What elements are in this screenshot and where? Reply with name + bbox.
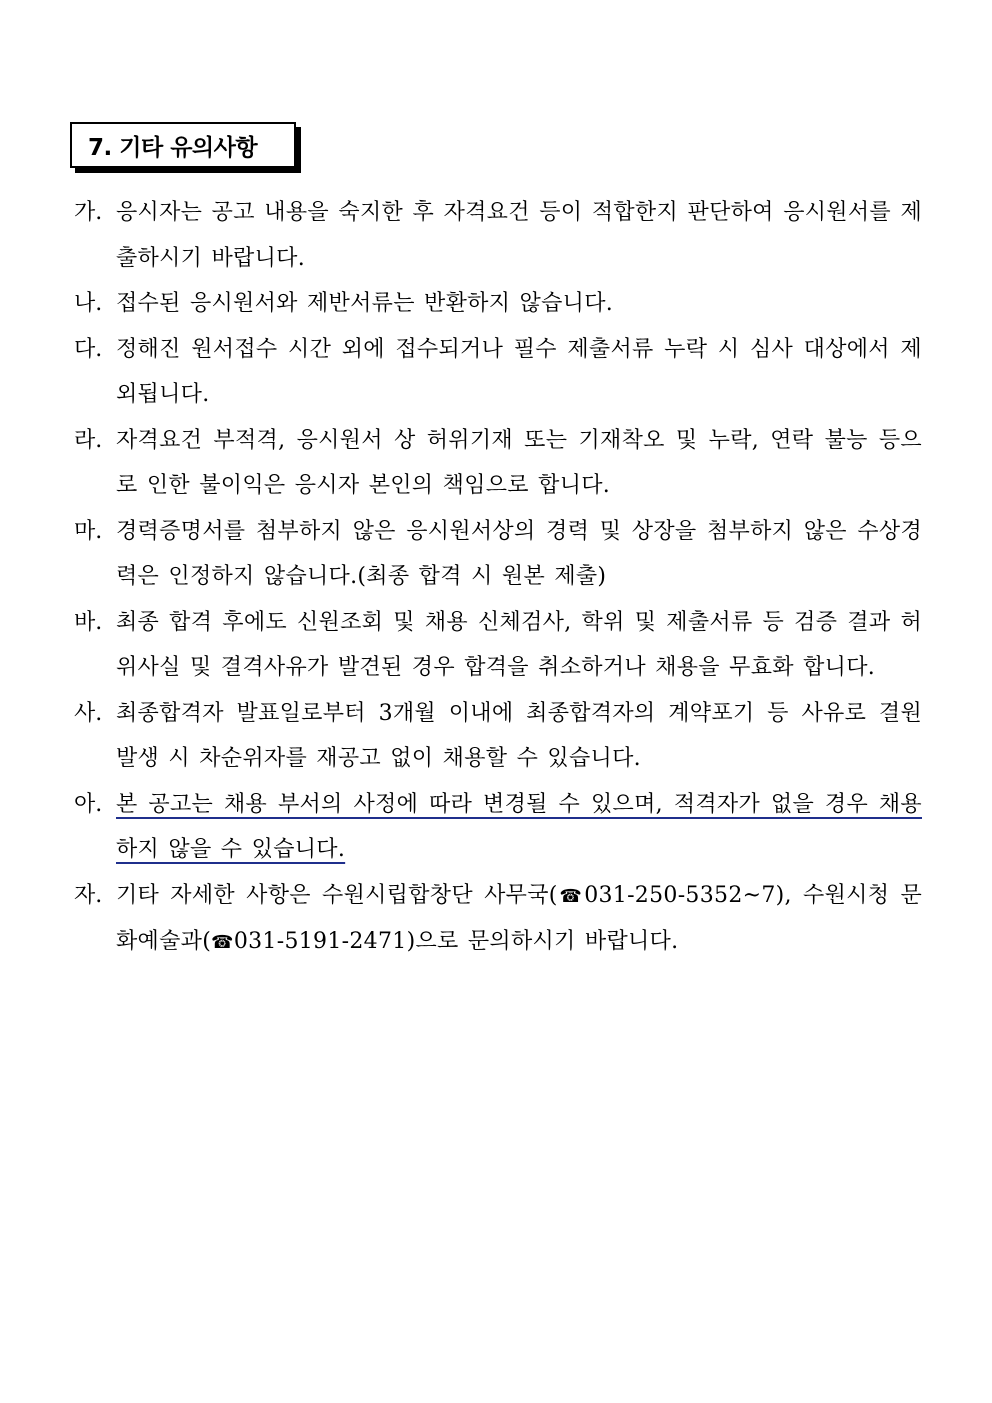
telephone-icon: ☎: [211, 932, 234, 953]
note-marker: 가.: [74, 200, 103, 225]
contact-text-part1: 기타 자세한 사항은 수원시립합창단 사무국(: [116, 882, 558, 908]
note-text: 접수된 응시원서와 제반서류는 반환하지 않습니다.: [116, 291, 614, 316]
note-marker: 마.: [74, 518, 103, 544]
note-item-a: [74, 782, 922, 873]
note-marker: 라.: [74, 427, 103, 453]
note-text-underlined: 본 공고는 채용 부서의 사정에 따라 변경될 수 있으며, 적격자가 없을 경우 채용하지 않을 수 있습니다.: [116, 791, 922, 862]
note-text: 정해진 원서접수 시간 외에 접수되거나 필수 제출서류 누락 시 심사 대상에서 제외됩니다.: [116, 336, 922, 407]
note-item-na: [74, 281, 922, 327]
note-marker: 다.: [74, 336, 103, 362]
note-marker: 자.: [74, 882, 103, 908]
telephone-icon: ☎: [557, 885, 585, 907]
note-marker: 사.: [74, 700, 103, 726]
note-item-ra: [74, 418, 922, 509]
note-item-ga: [74, 190, 922, 281]
note-text: 최종 합격 후에도 신원조회 및 채용 신체검사, 학위 및 제출서류 등 검증 결과 허위사실 및 결격사유가 발견된 경우 합격을 취소하거나 채용을 무효화 합니다.: [116, 609, 922, 680]
note-item-ja: [74, 873, 922, 966]
section-heading-box: [70, 122, 296, 168]
note-item-ba: [74, 600, 922, 691]
section-title: 7. 기타 유의사항: [88, 134, 258, 161]
note-text: 최종합격자 발표일로부터 3개월 이내에 최종합격자의 계약포기 등 사유로 결원 발생 시 차순위자를 재공고 없이 채용할 수 있습니다.: [116, 700, 922, 771]
note-text: 경력증명서를 첨부하지 않은 응시원서상의 경력 및 상장을 첨부하지 않은 수상경력은 인정하지 않습니다.(최종 합격 시 원본 제출): [116, 518, 922, 589]
note-marker: 나.: [74, 291, 103, 316]
note-item-da: [74, 327, 922, 418]
note-marker: 아.: [74, 791, 103, 817]
note-item-sa: [74, 691, 922, 782]
note-text: [116, 873, 922, 966]
note-marker: 바.: [74, 609, 103, 635]
note-text: 자격요건 부적격, 응시원서 상 허위기재 또는 기재착오 및 누락, 연락 불능 등으로 인한 불이익은 응시자 본인의 책임으로 합니다.: [116, 427, 922, 498]
contact-phone-1: 031-250-5352~7), 수원시청 문화예술과(: [116, 882, 922, 954]
notes-list: [74, 190, 922, 966]
note-item-ma: [74, 509, 922, 600]
note-text: 응시자는 공고 내용을 숙지한 후 자격요건 등이 적합한지 판단하여 응시원서를 제출하시기 바랍니다.: [116, 200, 922, 271]
contact-phone-2: 031-5191-2471)으로 문의하시기 바랍니다.: [233, 929, 679, 954]
